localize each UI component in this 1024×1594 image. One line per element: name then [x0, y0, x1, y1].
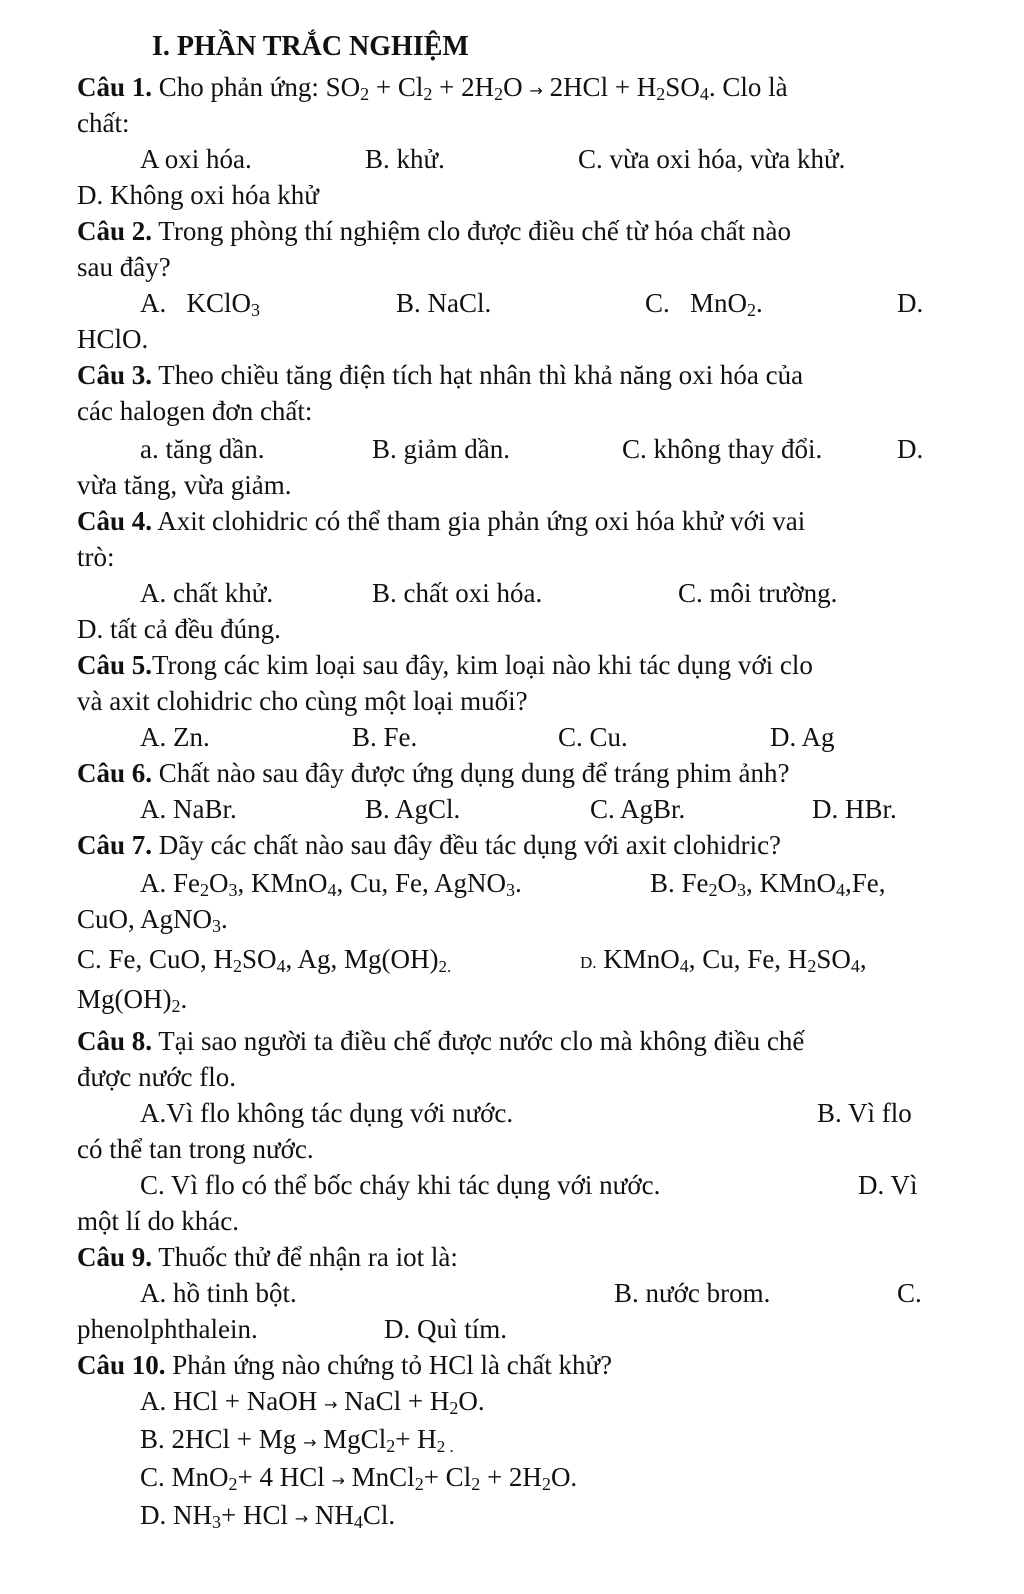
question-9-stem: Câu 9. Thuốc thử để nhận ra iot là:	[77, 1242, 458, 1272]
reaction-arrow-icon: →	[294, 1509, 309, 1528]
question-2-option-d: D.	[897, 288, 924, 318]
question-9-option-c-cont: phenolphthalein.	[77, 1314, 258, 1344]
question-5-stem: Câu 5.Trong các kim loại sau đây, kim loại nào khi tác dụng với clo	[77, 650, 813, 680]
question-7-option-d-cont: $Mg(OH)_2$.	[77, 984, 188, 1016]
question-8-label: Câu 8.	[77, 1026, 153, 1056]
question-1-label: Câu 1.	[77, 72, 153, 102]
question-9-label: Câu 9.	[77, 1242, 153, 1272]
question-10-option-a: A. HCl + NaOH → NaCl + $H_2O$.	[140, 1386, 485, 1418]
question-10-label: Câu 10.	[77, 1350, 166, 1380]
question-5-label: Câu 5.	[77, 650, 153, 680]
question-10-option-c: C. MnO$_2$+ 4 HCl → MnCl$_2$+ $Cl_2 + 2H_2O$.	[140, 1462, 578, 1494]
question-6-option-c: C. AgBr.	[590, 794, 686, 824]
question-1-stem-cont: chất:	[77, 108, 130, 138]
question-6-label: Câu 6.	[77, 758, 153, 788]
question-1-stem: Câu 1. Cho phản ứng: $SO_2 + Cl_2 + 2H_2O \to 2HCl + H_2SO_4$. Clo là	[77, 72, 788, 104]
reaction-arrow-icon: →	[303, 1433, 317, 1452]
question-5-stem-cont: và axit clohidric cho cùng một loại muối?	[77, 686, 528, 716]
question-5-option-b: B. Fe.	[352, 722, 418, 752]
question-1-equation: $SO_2 + Cl_2 + 2H_2O \to 2HCl + H_2SO_4$.	[325, 72, 716, 104]
question-1-option-d: D. Không oxi hóa khử	[77, 180, 319, 210]
question-7-option-d: D. KMnO$_4$, Cu, Fe, $H_2SO_4$,	[580, 944, 867, 976]
question-7-option-a: A. $Fe_2O_3$, KMnO$_4$, Cu, Fe, AgNO$_3$.	[140, 868, 522, 900]
question-7-stem: Câu 7. Dãy các chất nào sau đây đều tác dụng với axit clohidric?	[77, 830, 782, 860]
question-3-label: Câu 3.	[77, 360, 153, 390]
question-8-option-b-cont: có thể tan trong nước.	[77, 1134, 314, 1164]
question-4-option-a: A. chất khử.	[140, 578, 274, 608]
question-3-option-d-cont: vừa tăng, vừa giảm.	[77, 470, 292, 500]
question-6-option-b: B. AgCl.	[365, 794, 461, 824]
question-8-option-a: A.Vì flo không tác dụng với nước.	[140, 1098, 514, 1128]
question-2-stem-cont: sau đây?	[77, 252, 171, 282]
reaction-arrow-icon: →	[323, 1395, 338, 1414]
question-4-stem: Câu 4. Axit clohidric có thể tham gia phản ứng oxi hóa khử với vai	[77, 506, 806, 536]
question-3-option-a: a. tăng dần.	[140, 434, 265, 464]
question-9-option-c: C.	[897, 1278, 922, 1308]
question-6-option-a: A. NaBr.	[140, 794, 237, 824]
question-10-option-d: D. $NH_3+$ HCl → $NH_4Cl$.	[140, 1500, 396, 1532]
question-9-option-d: D. Quì tím.	[384, 1314, 508, 1344]
question-6-stem: Câu 6. Chất nào sau đây được ứng dụng dung để tráng phim ảnh?	[77, 758, 790, 788]
question-7-option-c: C. Fe, CuO, $H_2SO_4$, Ag, $Mg(OH)_{2.}$	[77, 944, 452, 976]
question-7-label: Câu 7.	[77, 830, 153, 860]
question-4-stem-cont: trò:	[77, 542, 115, 572]
question-4-option-c: C. môi trường.	[678, 578, 838, 608]
question-3-option-c: C. không thay đổi.	[622, 434, 823, 464]
section-heading: I. PHẦN TRẮC NGHIỆM	[152, 31, 469, 62]
question-9-option-b: B. nước brom.	[614, 1278, 771, 1308]
question-8-option-b: B. Vì flo	[817, 1098, 912, 1128]
question-3-option-b: B. giảm dần.	[372, 434, 510, 464]
question-8-option-c: C. Vì flo có thể bốc cháy khi tác dụng với nước.	[140, 1170, 661, 1200]
question-2-option-a: A. KClO$_3$	[140, 288, 261, 320]
question-5-option-d: D. Ag	[770, 722, 835, 752]
question-1-option-a: A oxi hóa.	[140, 144, 252, 174]
question-7-option-b-cont: CuO, AgNO$_3$.	[77, 904, 228, 936]
question-4-label: Câu 4.	[77, 506, 153, 536]
reaction-arrow-icon: →	[331, 1471, 345, 1490]
question-4-option-b: B. chất oxi hóa.	[372, 578, 543, 608]
question-8-stem-cont: được nước flo.	[77, 1062, 237, 1092]
question-6-option-d: D. HBr.	[812, 794, 897, 824]
question-2-option-b: B. NaCl.	[396, 288, 492, 318]
question-2-option-c: C. MnO$_2$.	[645, 288, 763, 320]
question-1-option-b: B. khử.	[365, 144, 445, 174]
question-3-stem: Câu 3. Theo chiều tăng điện tích hạt nhân thì khả năng oxi hóa của	[77, 360, 804, 390]
question-8-option-d: D. Vì	[858, 1170, 918, 1200]
question-2-stem: Câu 2. Trong phòng thí nghiệm clo được điều chế từ hóa chất nào	[77, 216, 791, 246]
question-7-option-b: B. $Fe_2O_3$, KMnO$_4$,Fe,	[650, 868, 886, 900]
question-10-option-b: B. 2HCl + Mg → MgCl$_2$+ $H_{2 .}$	[140, 1424, 454, 1456]
question-3-stem-cont: các halogen đơn chất:	[77, 396, 313, 426]
question-4-option-d: D. tất cả đều đúng.	[77, 614, 281, 644]
question-1-option-c: C. vừa oxi hóa, vừa khử.	[578, 144, 846, 174]
question-9-option-a: A. hồ tinh bột.	[140, 1278, 297, 1308]
reaction-arrow-icon: →	[529, 81, 543, 100]
question-2-label: Câu 2.	[77, 216, 153, 246]
question-8-stem: Câu 8. Tại sao người ta điều chế được nước clo mà không điều chế	[77, 1026, 805, 1056]
question-5-option-a: A. Zn.	[140, 722, 210, 752]
question-3-option-d: D.	[897, 434, 924, 464]
question-10-stem: Câu 10. Phản ứng nào chứng tỏ HCl là chất khử?	[77, 1350, 613, 1380]
question-2-option-d-cont: HClO.	[77, 324, 149, 354]
question-8-option-d-cont: một lí do khác.	[77, 1206, 239, 1236]
question-5-option-c: C. Cu.	[558, 722, 628, 752]
